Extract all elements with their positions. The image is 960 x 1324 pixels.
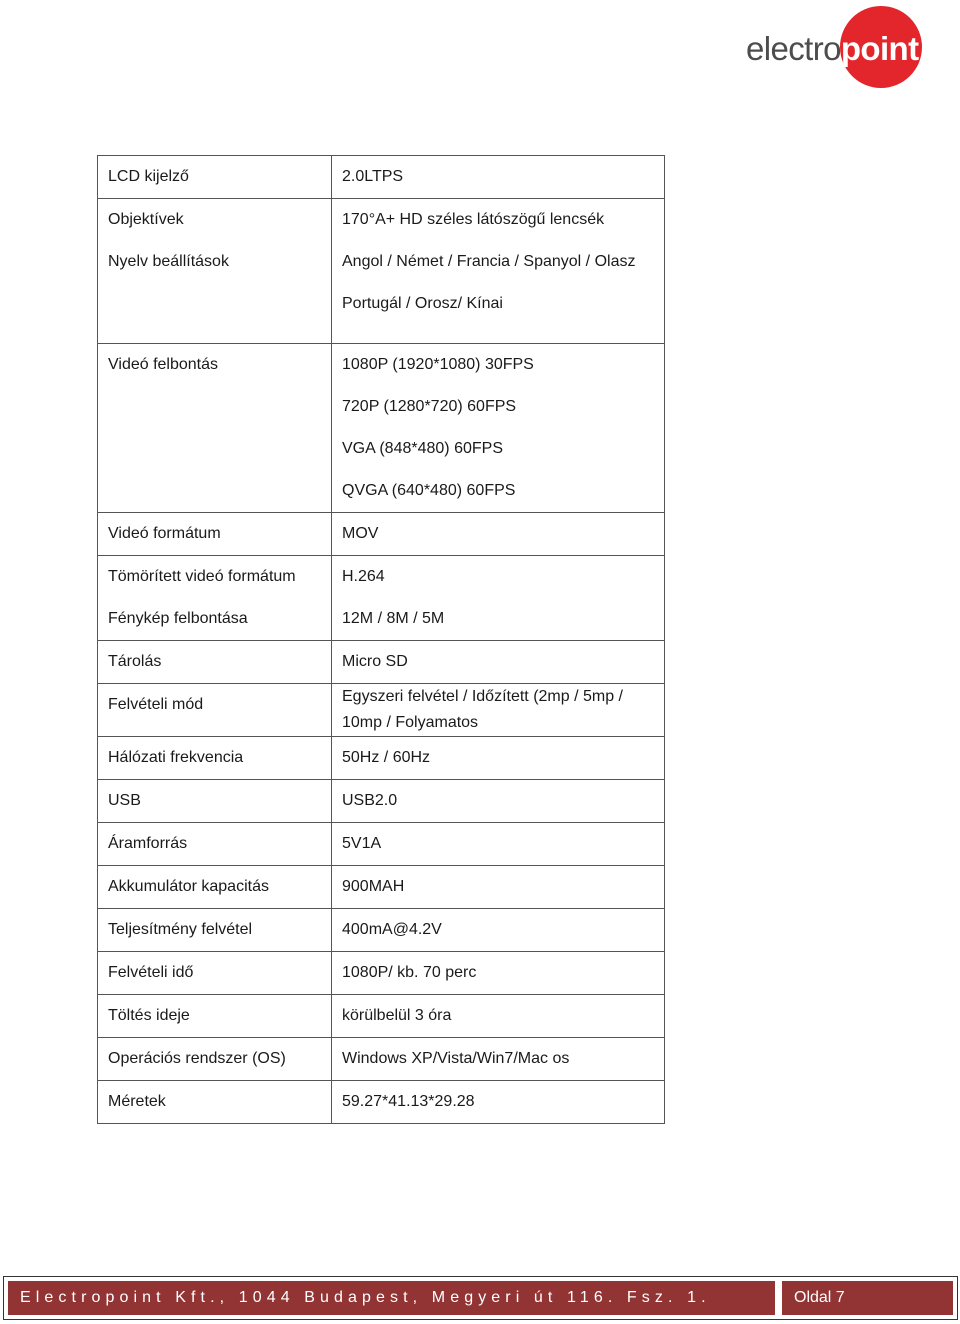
spec-label-cell (98, 737, 332, 780)
logo-text-point: point (840, 30, 919, 67)
spec-label: USB (108, 792, 141, 809)
spec-value: 1080P/ kb. 70 perc (342, 964, 477, 981)
spec-label-cell (98, 952, 332, 995)
spec-value: Portugál / Orosz/ Kínai (342, 295, 503, 312)
spec-label: Töltés ideje (108, 1007, 190, 1024)
electropoint-logo (744, 4, 924, 92)
spec-label: Videó felbontás (108, 356, 219, 373)
spec-row (98, 556, 665, 641)
spec-value-cell (332, 344, 665, 513)
spec-value: Angol / Német / Francia / Spanyol / Olasz (342, 253, 636, 270)
page-footer (3, 1276, 958, 1320)
spec-value: USB2.0 (342, 792, 398, 809)
spec-row (98, 344, 665, 513)
spec-value-cell (332, 866, 665, 909)
spec-value: QVGA (640*480) 60FPS (342, 482, 516, 499)
spec-label-cell (98, 199, 332, 344)
spec-label: Teljesítmény felvétel (108, 921, 253, 938)
spec-table (97, 155, 665, 1124)
spec-row (98, 952, 665, 995)
spec-value: körülbelül 3 óra (342, 1007, 452, 1024)
spec-label: Objektívek (108, 211, 184, 228)
spec-value: 59.27*41.13*29.28 (342, 1093, 475, 1110)
spec-label-cell (98, 156, 332, 199)
spec-row (98, 1081, 665, 1124)
spec-row (98, 684, 665, 737)
footer-company-address: Electropoint Kft., 1044 Budapest, Megyeri út 116. Fsz. 1. (8, 1281, 775, 1315)
spec-value: 900MAH (342, 878, 405, 895)
spec-row (98, 780, 665, 823)
spacer (108, 283, 321, 325)
spec-row (98, 641, 665, 684)
spec-row (98, 866, 665, 909)
spec-value: Egyszeri felvétel / Időzített (2mp / 5mp / 10mp / Folyamatos (342, 688, 623, 731)
spec-value: H.264 (342, 568, 385, 585)
spec-value-cell (332, 909, 665, 952)
spec-label-cell (98, 866, 332, 909)
spec-value: 1080P (1920*1080) 30FPS (342, 356, 534, 373)
spec-label: Felvételi mód (108, 696, 204, 713)
spec-value: 170°A+ HD széles látószögű lencsék (342, 211, 605, 228)
spec-value-cell (332, 1038, 665, 1081)
spec-label: Felvételi idő (108, 964, 194, 981)
logo-text-electro: electro (746, 30, 841, 67)
spec-value: 5V1A (342, 835, 382, 852)
spec-label: Tömörített videó formátum (108, 568, 296, 585)
spec-label-cell (98, 684, 332, 737)
spec-value: MOV (342, 525, 379, 542)
spec-value-cell (332, 952, 665, 995)
spec-label: Akkumulátor kapacitás (108, 878, 269, 895)
spec-row (98, 513, 665, 556)
spec-row (98, 156, 665, 199)
logo-wordmark (746, 30, 919, 68)
spec-value-cell (332, 684, 665, 737)
spec-label: Videó formátum (108, 525, 221, 542)
spec-value-cell (332, 995, 665, 1038)
spec-label: Nyelv beállítások (108, 253, 229, 270)
spec-value: 720P (1280*720) 60FPS (342, 398, 517, 415)
spec-label-cell (98, 780, 332, 823)
spec-row (98, 995, 665, 1038)
spec-value-cell (332, 641, 665, 684)
spec-value-cell (332, 556, 665, 641)
spec-value: 50Hz / 60Hz (342, 749, 431, 766)
spacer (108, 428, 321, 470)
spec-label: LCD kijelző (108, 168, 189, 185)
spec-label-cell (98, 513, 332, 556)
spec-row (98, 737, 665, 780)
spec-value: Windows XP/Vista/Win7/Mac os (342, 1050, 570, 1067)
spec-label-cell (98, 344, 332, 513)
spec-label-cell (98, 556, 332, 641)
spec-label: Áramforrás (108, 835, 188, 852)
spec-label: Méretek (108, 1093, 166, 1110)
spacer (108, 470, 321, 512)
spec-label: Tárolás (108, 653, 162, 670)
footer-page-number: Oldal 7 (782, 1281, 953, 1315)
spacer (108, 386, 321, 428)
spec-row (98, 1038, 665, 1081)
spec-label: Operációs rendszer (OS) (108, 1050, 286, 1067)
spec-label-cell (98, 1081, 332, 1124)
spec-row (98, 909, 665, 952)
spec-label-cell (98, 909, 332, 952)
spec-row (98, 823, 665, 866)
spec-value: Micro SD (342, 653, 408, 670)
spec-value-cell (332, 1081, 665, 1124)
spec-value: VGA (848*480) 60FPS (342, 440, 503, 457)
spec-value: 2.0LTPS (342, 168, 404, 185)
spec-value-cell (332, 513, 665, 556)
spec-label-cell (98, 995, 332, 1038)
spec-value: 400mA@4.2V (342, 921, 442, 938)
spec-label-cell (98, 823, 332, 866)
spec-value-cell (332, 199, 665, 344)
spec-value-cell (332, 737, 665, 780)
spec-row (98, 199, 665, 344)
spec-value-cell (332, 156, 665, 199)
spec-value-cell (332, 780, 665, 823)
spec-label-cell (98, 641, 332, 684)
spec-value-cell (332, 823, 665, 866)
spec-value: 12M / 8M / 5M (342, 610, 445, 627)
spec-label: Hálózati frekvencia (108, 749, 244, 766)
spec-label-cell (98, 1038, 332, 1081)
spec-label: Fénykép felbontása (108, 610, 248, 627)
